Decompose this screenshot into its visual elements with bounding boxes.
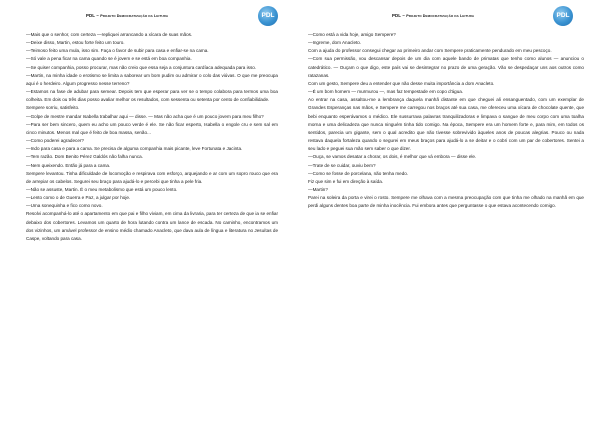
paragraph: —É um bom homem — murmurou —, mas faz tempestade em copo d'água. (308, 89, 464, 95)
left-page-body (26, 31, 278, 243)
paragraph: —Lento como o de Guerra e Paz, a julgar por hoje. (26, 195, 131, 201)
running-header-left: PDL – Projeto Democratização da Leitura (86, 13, 169, 18)
paragraph: —Se quiser companhia, posso procurar, mas não creio que essa seja a conjuntura cardíaca adequada para isso. (26, 64, 257, 70)
paragraph: —Estamos na fase de adubar para semear. Depois tem que esperar para ver se o tempo colabora para termos uma boa colheita. Em dois ou três dias posso avaliar melhor os resultados, com sessenta ou setenta por cento de confiabilidade. (26, 89, 278, 103)
running-header-right: PDL – Projeto Democratização da Leitura (392, 13, 475, 18)
paragraph: Ao entrar na casa, assaltou-me a lembrança daquela manhã distante em que cheguei ali ensanguentado, com um exemplar de Grandes Esperanças nas mãos, e Sempere me carregou nos braços até sua casa, me ofereceu uma xícara de chocolate quente, que bebi enquanto esperávamos o médico. Ele sussurrava palavras tranquilizadoras e limpava o sangue de meu corpo com uma toalha morna e uma delicadeza que nunca ninguém tinha tido comigo. Na época, Sempere era um homem forte e, para mim, em todos os sentidos, parecia um gigante, sem o qual acredito que não tivesse sobrevivido àqueles anos de poucas alegrias. Pouco ou nada restava daquela fortaleza quando o segurei em meus braços para ajudá-lo a se deitar e o cobri com um par de cobertores. Sentei a seu lado e peguei sua mão sem saber o que dizer. (308, 97, 584, 152)
right-page-body (308, 31, 584, 210)
paragraph: —Martin, na minha idade o erotismo se limita a saborear um bom pudim ou admirar o colo das viúvas. O que me preocupa aqui é o herdeiro. Algum progresso nesse terreno? (26, 72, 278, 86)
right-page (300, 0, 600, 424)
paragraph: Com um gesto, Sempere deu a entender que não desse muita importância a dom Anacleto. (308, 80, 495, 86)
header-prefix: PDL (392, 13, 402, 18)
paragraph: —Trate de se cuidar, ouviu bem? (308, 162, 376, 168)
header-title: Projeto Democratização da Leitura (406, 14, 475, 18)
paragraph: —Nem queixendo. Então já para a cama. (26, 162, 111, 168)
paragraph: —Com sua permissão, vou descansar depois de um dia com aquele bando de primatas que tenho como alunos — anunciou o catedrático. — Ouçam o que digo, este país vai se desintegrar no prazo de uma geração. Vão se despedaçar uns aos outros como ratazanas. (308, 56, 584, 78)
paragraph: —Como poderei agradecer? (26, 138, 84, 144)
paragraph: —Só vale a pena ficar na cama quando se é jovem e se está em boa companhia. (26, 56, 192, 62)
pdl-logo-icon: PDL (551, 6, 575, 27)
paragraph: —Tem razão. Dom Benito Pérez Galdós não falha nunca. (26, 154, 143, 160)
paragraph: —Ingreme, dom Anacleto. (308, 40, 362, 46)
pdl-logo-icon: PDL (256, 6, 280, 27)
paragraph: —Indo para casa e para a cama. Se precisa de alguma companhia mais picante, leve Fortunata e Jacinta. (26, 146, 243, 152)
paragraph: —Ouça, se vamos desatar a chorar, os dois, é melhor que vá embora — disse ele. (308, 154, 477, 160)
paragraph: Sempere sorriu, satisfeito. (26, 105, 80, 111)
paragraph: —Deixe disso, Martin, estou forte feito um touro. (26, 40, 125, 46)
paragraph: Com a ajuda do professor consegui chegar ao primeiro andar com Sempere praticamente pendurado em meu pescoço. (308, 48, 552, 54)
paragraph: Resolvi acompanhá-lo até o apartamento em que pai e filho viviam, em cima da livraria, para ter certeza de que ia se enfiar debaixo dos cobertores. Levamos um quarto de hora lutando contra um lance de escada. No caminho, encontramos um dos vizinhos, um amável professor de ensino médio chamado Anacleto, que dava aula de língua e literatura no Jesuítas de Caspe, voltando para casa. (26, 211, 278, 241)
paragraph: Fiz que sim e fui em direção à saída. (308, 178, 384, 184)
paragraph: —Martin? (308, 186, 328, 192)
paragraph: —Mais que o senhor, com certeza —repliquei arrancando a xícara de suas mãos. (26, 32, 193, 37)
paragraph: Parei na soleira da porta e virei o rosto. Sempere me olhava com a mesma preocupação com que tinha me olhado na manhã em que perdi alguns dentes boa parte de minha inocência. Fui embora antes que perguntasse o que estava acontecendo comigo. (308, 195, 584, 209)
header-prefix: PDL (86, 13, 96, 18)
paragraph: —Uma sonequinha e fico como novo. (26, 203, 103, 209)
paragraph: —Golpe de mestre mandar Isabella trabalhar aqui — disse. — Mas não acha que é um pouco jovem para meu filho? (26, 113, 264, 119)
paragraph: —Para ser bem sincero, quem eu acho um pouco verde é ele. Se não ficar esperto, Isabella o engole cru e sem sal em cinco minutos. Menos mal que é feito de boa massa, senão... (26, 121, 278, 135)
paragraph: Sempere levantou. Tinha dificuldade de locomoção e respirava com esforço, arquejando e ar com um sopro rouco que era de arrepiar os cabelos. Segurei seu braço para ajudá-lo e percebi que tinha a pele fria. (26, 170, 278, 184)
paragraph: —Teimoso feito uma mula, isso sim. Faça o favor de subir para casa e enfiar-se na cama. (26, 48, 209, 54)
header-title: Projeto Democratização da Leitura (100, 14, 169, 18)
paragraph: —Como está a vida hoje, amigo Sempere? (308, 32, 396, 37)
paragraph: —Como se fosse de porcelana, não tenha medo. (308, 170, 409, 176)
paragraph: —Não se assuste, Martin. É o meu metabolismo que está um pouco lento. (26, 186, 178, 192)
